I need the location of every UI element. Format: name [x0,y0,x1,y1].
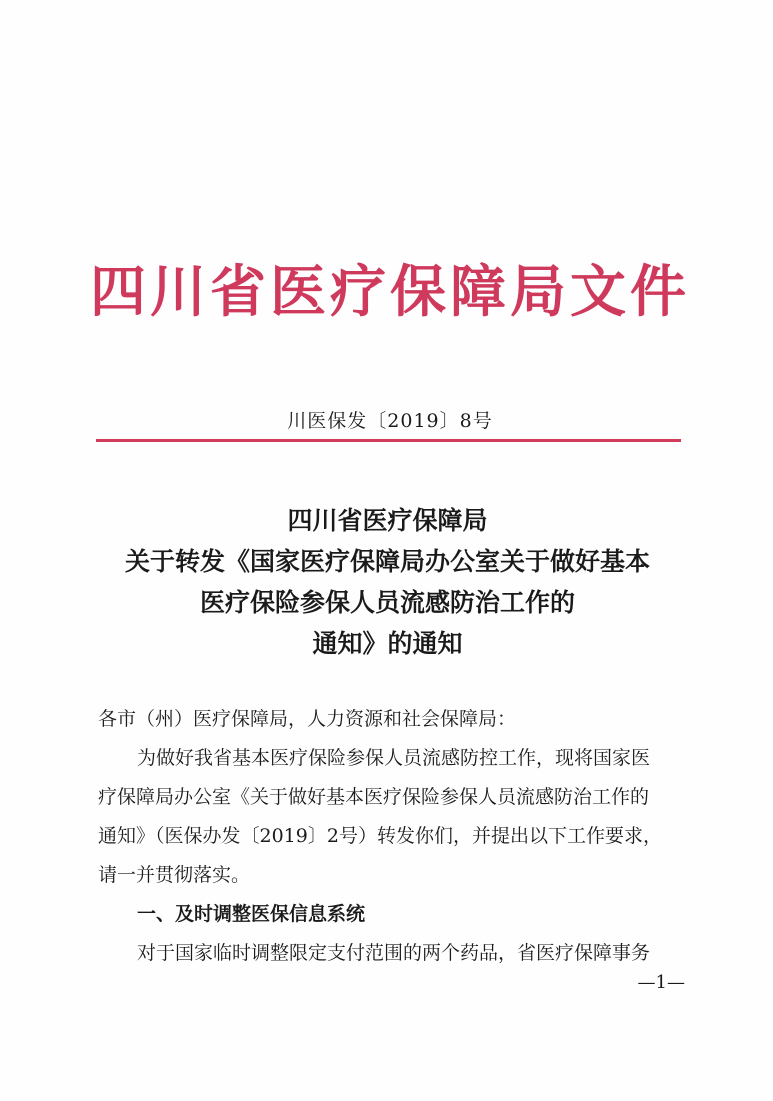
title-line-4: 通知》的通知 [312,629,463,658]
title-line-2: 关于转发《国家医疗保障局办公室关于做好基本 [124,547,650,576]
document-number: 川医保发〔2019〕8号 [287,410,493,432]
paragraph-1-line-4: 请一并贯彻落实。 [98,864,251,886]
title-line-1: 四川省医疗保障局 [287,506,488,535]
paragraph-1-line-2: 疗保障局办公室《关于做好基本医疗保险参保人员流感防治工作的 [98,786,650,808]
document-masthead: 四川省医疗保障局文件 [90,260,690,325]
salutation: 各市（州）医疗保障局，人力资源和社会保障局： [98,708,517,730]
title-line-3: 医疗保险参保人员流感防治工作的 [199,588,575,617]
paragraph-1-line-1: 为做好我省基本医疗保险参保人员流感防控工作，现将国家医 [137,747,651,769]
section-heading-1: 一、及时调整医保信息系统 [137,903,366,925]
document-body [98,700,688,973]
paragraph-1-line-3: 通知》（医保办发〔2019〕2号）转发你们，并提出以下工作要求， [98,825,662,847]
document-title [90,500,685,664]
red-divider-rule [96,439,681,442]
page-number: —1— [637,972,685,993]
paragraph-2-line-1: 对于国家临时调整限定支付范围的两个药品，省医疗保障事务 [137,942,651,964]
